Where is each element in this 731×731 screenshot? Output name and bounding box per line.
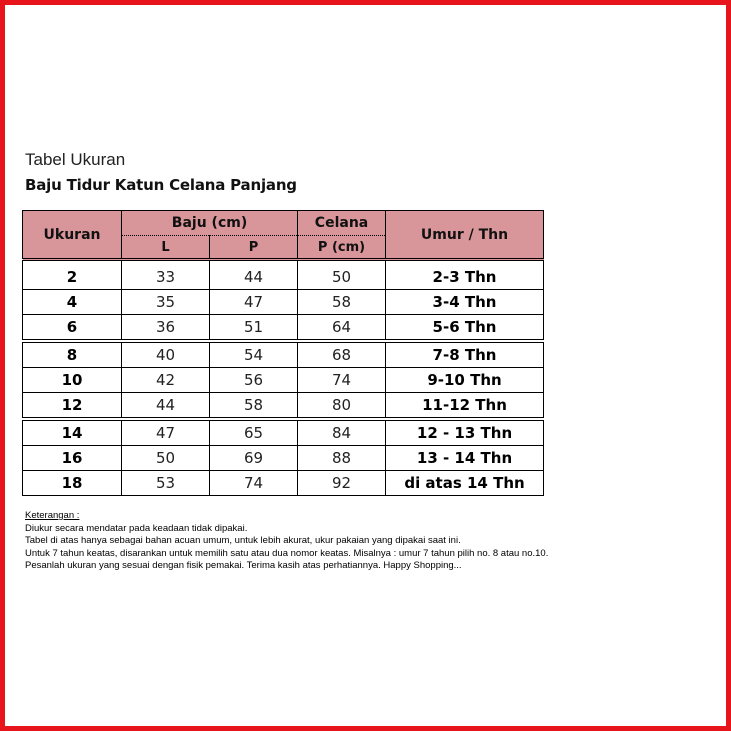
size-table bbox=[22, 210, 544, 496]
cell-shirt-l: 40 bbox=[122, 341, 210, 368]
cell-age: 9-10 Thn bbox=[386, 368, 544, 393]
cell-size: 12 bbox=[23, 393, 122, 420]
note-line: Diukur secara mendatar pada keadaan tidak dipakai. bbox=[25, 522, 248, 534]
cell-age: 3-4 Thn bbox=[386, 290, 544, 315]
cell-age: 2-3 Thn bbox=[386, 260, 544, 290]
cell-size: 14 bbox=[23, 419, 122, 446]
note-line: Pesanlah ukuran yang sesuai dengan fisik pemakai. Terima kasih atas perhatiannya. Happy Shopping... bbox=[25, 560, 462, 571]
table-row bbox=[23, 290, 544, 315]
header-age: Umur / Thn bbox=[386, 211, 544, 260]
table-row bbox=[23, 471, 544, 496]
page-subtitle: Baju Tidur Katun Celana Panjang bbox=[25, 176, 297, 194]
table-row bbox=[23, 260, 544, 290]
cell-age: di atas 14 Thn bbox=[386, 471, 544, 496]
cell-shirt-l: 36 bbox=[122, 315, 210, 342]
header-shirt-p: P bbox=[210, 236, 298, 260]
cell-pants-p: 74 bbox=[298, 368, 386, 393]
cell-pants-p: 80 bbox=[298, 393, 386, 420]
note-line: Untuk 7 tahun keatas, disarankan untuk memilih satu atau dua nomor keatas. Misalnya : umur 7 tahun pilih no. 8 atau no.10. bbox=[25, 547, 549, 559]
cell-shirt-p: 65 bbox=[210, 419, 298, 446]
cell-shirt-p: 54 bbox=[210, 341, 298, 368]
cell-shirt-l: 44 bbox=[122, 393, 210, 420]
notes-section bbox=[25, 510, 548, 573]
header-pants-p: P (cm) bbox=[298, 236, 386, 260]
cell-pants-p: 68 bbox=[298, 341, 386, 368]
table-row bbox=[23, 341, 544, 368]
cell-shirt-l: 47 bbox=[122, 419, 210, 446]
cell-shirt-l: 42 bbox=[122, 368, 210, 393]
cell-pants-p: 88 bbox=[298, 446, 386, 471]
table-row bbox=[23, 393, 544, 420]
cell-shirt-p: 47 bbox=[210, 290, 298, 315]
cell-pants-p: 84 bbox=[298, 419, 386, 446]
cell-age: 5-6 Thn bbox=[386, 315, 544, 342]
cell-size: 2 bbox=[23, 260, 122, 290]
table-row bbox=[23, 419, 544, 446]
cell-age: 13 - 14 Thn bbox=[386, 446, 544, 471]
table-row bbox=[23, 368, 544, 393]
table-row bbox=[23, 446, 544, 471]
cell-age: 12 - 13 Thn bbox=[386, 419, 544, 446]
cell-size: 18 bbox=[23, 471, 122, 496]
cell-pants-p: 58 bbox=[298, 290, 386, 315]
cell-size: 16 bbox=[23, 446, 122, 471]
table-row bbox=[23, 315, 544, 342]
header-shirt-l: L bbox=[122, 236, 210, 260]
cell-size: 6 bbox=[23, 315, 122, 342]
cell-size: 8 bbox=[23, 341, 122, 368]
cell-pants-p: 64 bbox=[298, 315, 386, 342]
cell-shirt-p: 74 bbox=[210, 471, 298, 496]
cell-shirt-p: 44 bbox=[210, 260, 298, 290]
header-shirt: Baju (cm) bbox=[122, 211, 298, 236]
cell-shirt-l: 35 bbox=[122, 290, 210, 315]
note-line: Tabel di atas hanya sebagai bahan acuan umum, untuk lebih akurat, ukur pakaian yang dipakai saat ini. bbox=[25, 535, 461, 546]
header-size: Ukuran bbox=[23, 211, 122, 260]
notes-heading: Keterangan : bbox=[25, 510, 80, 521]
cell-age: 7-8 Thn bbox=[386, 341, 544, 368]
cell-shirt-p: 51 bbox=[210, 315, 298, 342]
cell-shirt-l: 53 bbox=[122, 471, 210, 496]
cell-size: 4 bbox=[23, 290, 122, 315]
cell-shirt-l: 50 bbox=[122, 446, 210, 471]
cell-shirt-p: 58 bbox=[210, 393, 298, 420]
cell-size: 10 bbox=[23, 368, 122, 393]
page-title: Tabel Ukuran bbox=[25, 150, 126, 169]
cell-pants-p: 50 bbox=[298, 260, 386, 290]
cell-age: 11-12 Thn bbox=[386, 393, 544, 420]
cell-shirt-l: 33 bbox=[122, 260, 210, 290]
header-pants: Celana bbox=[298, 211, 386, 236]
cell-pants-p: 92 bbox=[298, 471, 386, 496]
cell-shirt-p: 69 bbox=[210, 446, 298, 471]
cell-shirt-p: 56 bbox=[210, 368, 298, 393]
